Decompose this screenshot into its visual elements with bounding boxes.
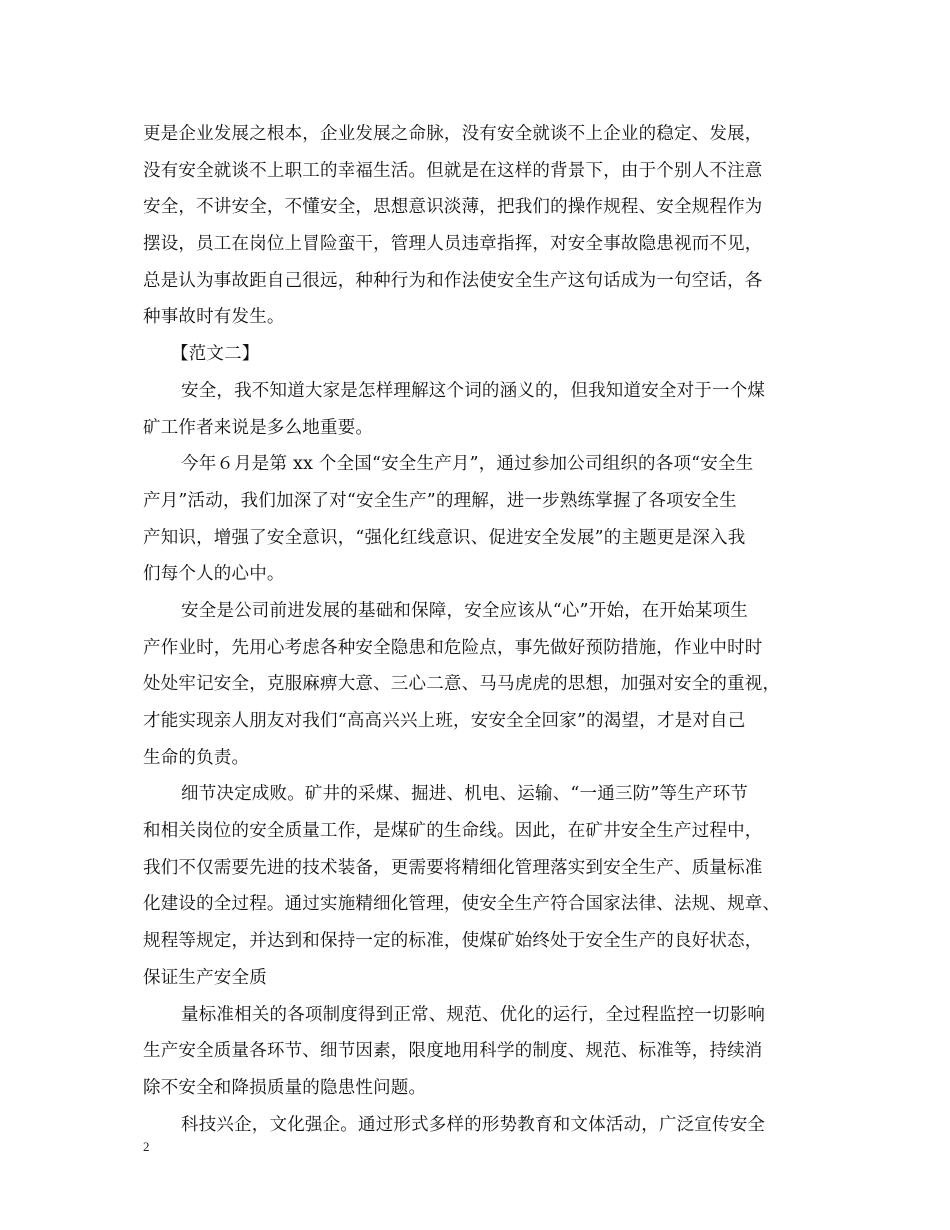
text-line: 产知识，增强了安全意识，“强化红线意识、促进安全发展”的主题更是深入我: [143, 527, 746, 548]
text-line: 规程等规定，并达到和保持一定的标准，使煤矿始终处于安全生产的良好状态，: [143, 931, 763, 952]
text-line: 没有安全就谈不上职工的幸福生活。但就是在这样的背景下，由于个别人不注意: [143, 160, 763, 181]
text-line: 总是认为事故距自己很远，种种行为和作法使安全生产这句话成为一句空话，各: [143, 270, 763, 291]
text-line: 生产安全质量各环节、细节因素，限度地用科学的制度、规范、标准等，持续消: [143, 1041, 763, 1062]
text-line: 们每个人的心中。: [143, 564, 285, 585]
text-line: 除不安全和降损质量的隐患性问题。: [143, 1077, 427, 1098]
text-line: 和相关岗位的安全质量工作，是煤矿的生命线。因此，在矿井安全生产过程中，: [143, 821, 763, 842]
text-line: 生命的负责。: [143, 747, 250, 768]
paragraph-first-line: 量标准相关的各项制度得到正常、规范、优化的运行，全过程监控一切影响: [181, 1004, 766, 1025]
paragraph-first-line: 安全，我不知道大家是怎样理解这个词的涵义的，但我知道安全对于一个煤: [181, 380, 766, 401]
text-line: 我们不仅需要先进的技术装备，更需要将精细化管理落实到安全生产、质量标准: [143, 857, 763, 878]
paragraph-first-line: 科技兴企，文化强企。通过形式多样的形势教育和文体活动，广泛宣传安全: [181, 1114, 766, 1135]
text-line: 化建设的全过程。通过实施精细化管理，使安全生产符合国家法律、法规、规章、: [143, 894, 781, 915]
text-line: 产作业时，先用心考虑各种安全隐患和危险点，事先做好预防措施，作业中时时: [143, 637, 763, 658]
text-line: 矿工作者来说是多么地重要。: [143, 417, 374, 438]
text-line: 保证生产安全质: [143, 967, 267, 988]
text-line: 处处牢记安全，克服麻痹大意、三心二意、马马虎虎的思想，加强对安全的重视，: [143, 674, 781, 695]
section-heading: 【范文二】: [171, 344, 260, 365]
page-number: 2: [143, 1139, 150, 1154]
text-line: 产月”活动，我们加深了对“安全生产”的理解，进一步熟练掌握了各项安全生: [143, 490, 737, 511]
text-line: 种事故时有发生。: [143, 307, 285, 328]
paragraph-first-line: 今年６月是第 xx 个全国“安全生产月”，通过参加公司组织的各项“安全生: [181, 454, 754, 475]
text-line: 摆设，员工在岗位上冒险蛮干，管理人员违章指挥，对安全事故隐患视而不见，: [143, 234, 763, 255]
paragraph-first-line: 安全是公司前进发展的基础和保障，安全应该从“心”开始，在开始某项生: [181, 600, 748, 621]
text-line: 更是企业发展之根本，企业发展之命脉，没有安全就谈不上企业的稳定、发展，: [143, 124, 763, 144]
text-line: 安全，不讲安全，不懂安全，思想意识淡薄，把我们的操作规程、安全规程作为: [143, 197, 763, 218]
paragraph-first-line: 细节决定成败。矿井的采煤、掘进、机电、运输、“一通三防”等生产环节: [181, 784, 748, 805]
document-body: [143, 116, 818, 1143]
text-line: 才能实现亲人朋友对我们“高高兴兴上班，安安全全回家”的渴望，才是对自己: [143, 711, 746, 731]
